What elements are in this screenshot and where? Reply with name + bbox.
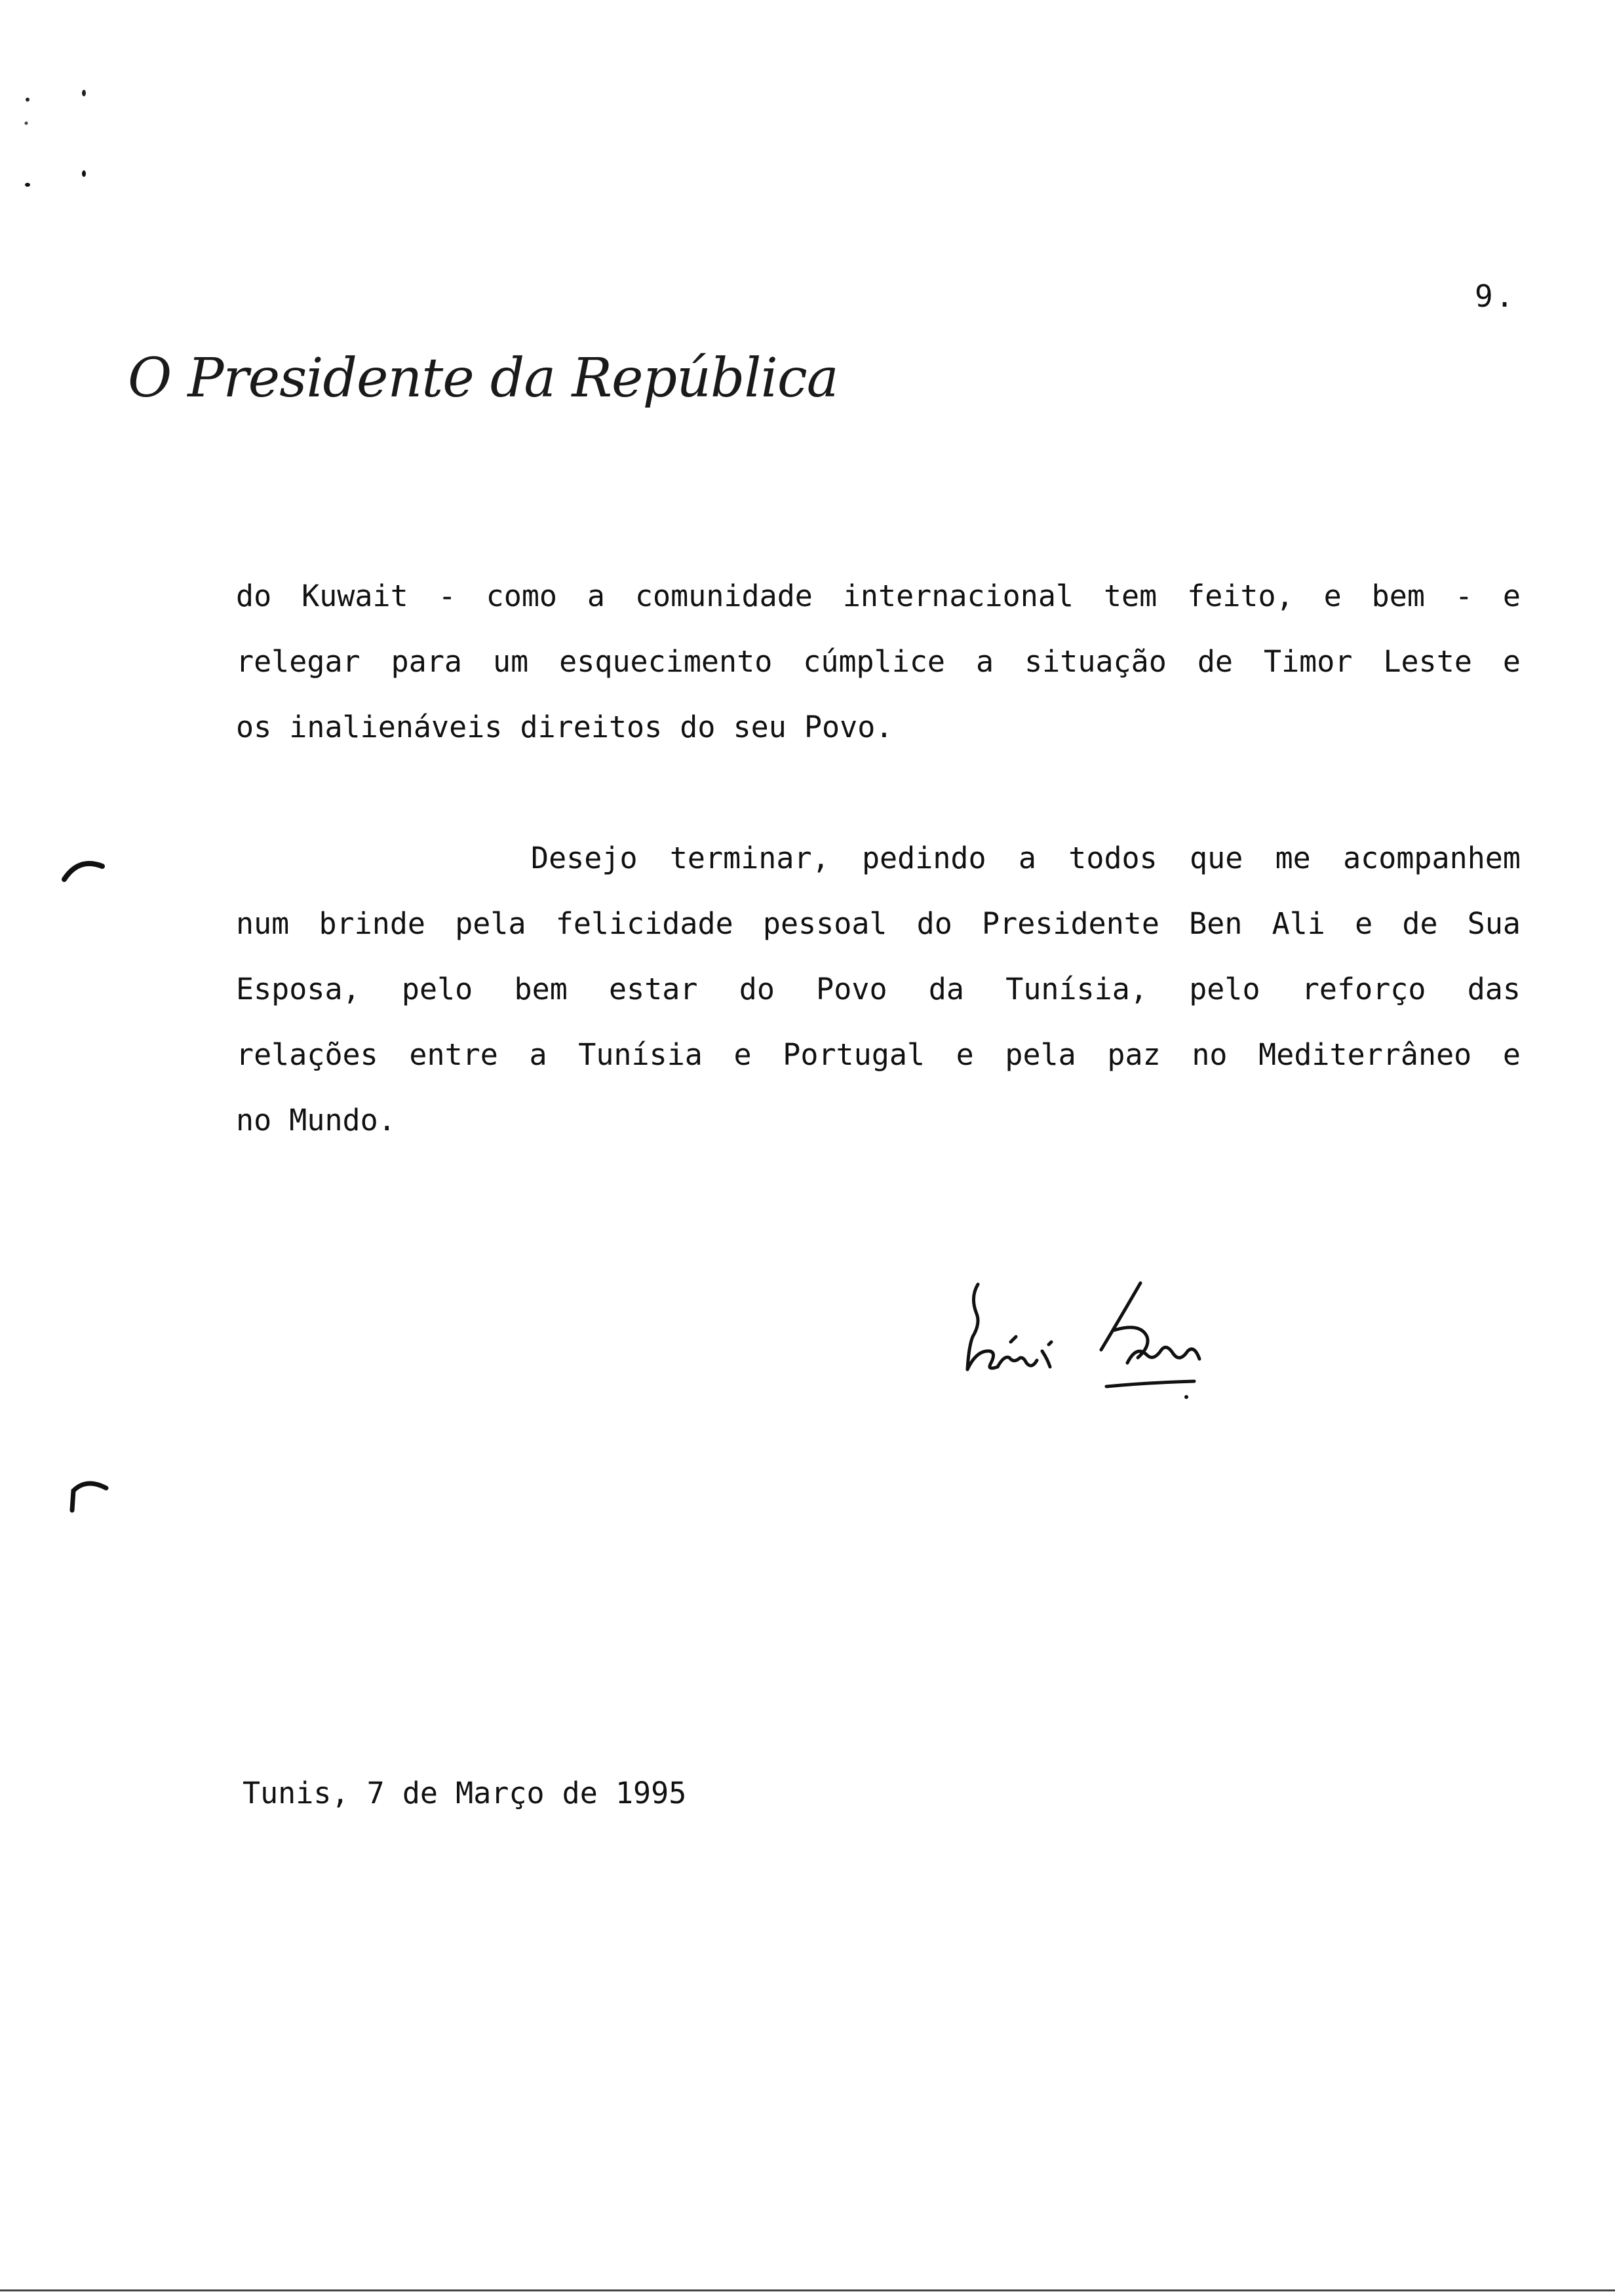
page-number: 9.: [1475, 278, 1517, 314]
letterhead-title: O Presidente da República: [128, 347, 838, 410]
bottom-edge-rule: [0, 2289, 1615, 2291]
text-line: relações entre a Tunísia e Portugal e pela paz no Mediterrâneo e: [236, 1037, 1521, 1072]
dateline: Tunis, 7 de Março de 1995: [243, 1776, 687, 1810]
scan-mark-dots: [13, 79, 92, 210]
text-line: os inalienáveis direitos do seu Povo.: [236, 710, 893, 744]
text-line: Desejo terminar, pedindo a todos que me acompanhem: [531, 841, 1521, 875]
punch-hole-mark-icon: [59, 852, 111, 885]
text-line: Esposa, pelo bem estar do Povo da Tunísia, pelo reforço das: [236, 972, 1521, 1006]
text-line: no Mundo.: [236, 1103, 396, 1138]
punch-hole-mark-icon: [66, 1471, 118, 1517]
text-line: num brinde pela felicidade pessoal do Presidente Ben Ali e de Sua: [236, 906, 1521, 941]
text-line: relegar para um esquecimento cúmplice a situação de Timor Leste e: [236, 644, 1521, 679]
body-paragraph-2: [236, 826, 1521, 1153]
body-paragraph-1: [236, 564, 1521, 760]
handwritten-signature: [950, 1271, 1226, 1402]
text-line: do Kuwait - como a comunidade internacional tem feito, e bem - e: [236, 579, 1521, 613]
